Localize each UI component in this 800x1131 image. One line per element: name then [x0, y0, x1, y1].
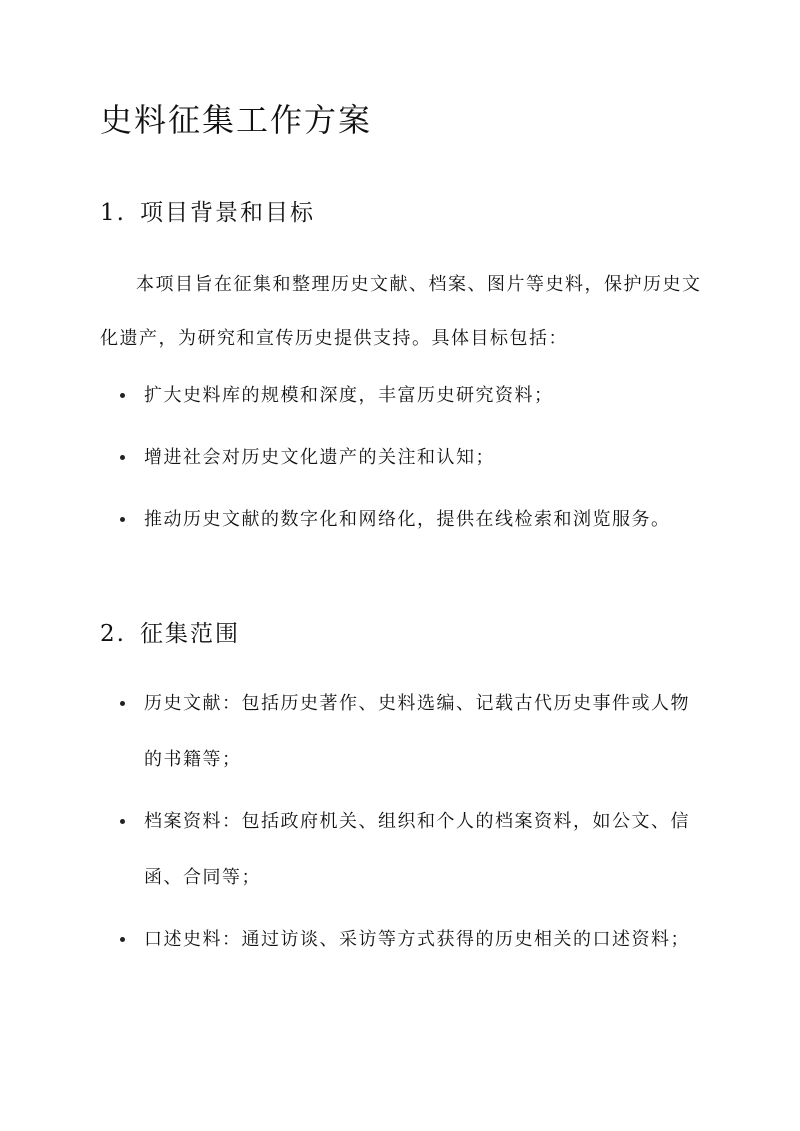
list-item-text: 推动历史文献的数字化和网络化，提供在线检索和浏览服务。 [144, 509, 671, 530]
section-number: 1. [100, 200, 126, 226]
list-item-text: 历史文献：包括历史著作、史料选编、记载古代历史事件或人物的书籍等； [144, 693, 690, 770]
section-2-bullet-list [100, 676, 704, 974]
bullet-icon [120, 393, 125, 398]
bullet-icon [120, 819, 125, 824]
list-item-text: 扩大史料库的规模和深度，丰富历史研究资料； [144, 385, 554, 406]
list-item [100, 912, 704, 968]
document-title: 史料征集工作方案 [100, 101, 373, 139]
bullet-icon [120, 517, 125, 522]
list-item [100, 368, 704, 424]
list-item [100, 676, 704, 788]
list-item-text: 增进社会对历史文化遗产的关注和认知； [144, 447, 495, 468]
section-heading-1 [100, 196, 315, 230]
section-title: 项目背景和目标 [140, 200, 315, 226]
bullet-icon [120, 455, 125, 460]
bullet-icon [120, 937, 125, 942]
list-item [100, 794, 704, 906]
section-1-paragraph: 本项目旨在征集和整理历史文献、档案、图片等史料，保护历史文化遗产，为研究和宣传历史提供支持。具体目标包括： [100, 274, 702, 349]
bullet-icon [120, 701, 125, 706]
list-item [100, 430, 704, 486]
section-heading-2 [100, 617, 240, 651]
list-item-text: 档案资料：包括政府机关、组织和个人的档案资料，如公文、信函、合同等； [144, 811, 690, 888]
list-item [100, 492, 704, 548]
list-item-text: 口述史料：通过访谈、采访等方式获得的历史相关的口述资料； [144, 929, 690, 950]
section-1-bullet-list [100, 368, 704, 554]
section-number: 2. [100, 621, 126, 647]
section-title: 征集范围 [140, 621, 240, 647]
